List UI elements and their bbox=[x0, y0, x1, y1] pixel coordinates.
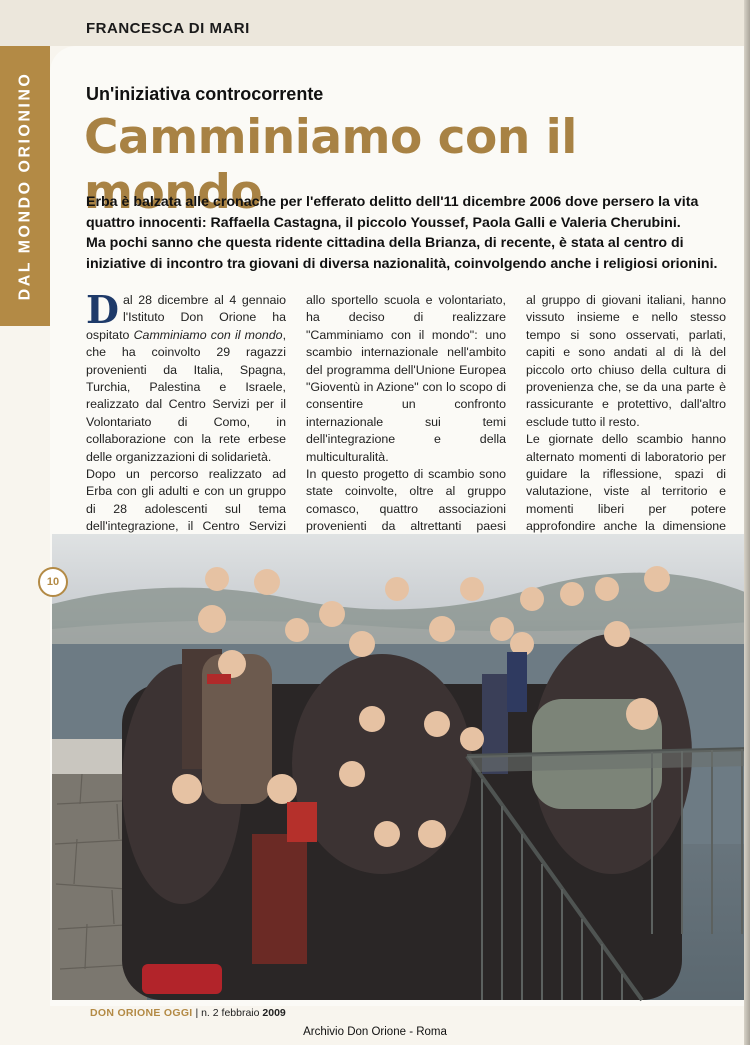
lead-paragraph-1: Erba è balzata alle cronache per l'efferato delitto dell'11 dicembre 2006 dove persero la vita quattro innocenti: Raffaella Castagna, il piccolo Youssef, Paola Galli e Valeria Cherubini. bbox=[86, 194, 699, 231]
drop-cap: D bbox=[86, 287, 119, 332]
lead-paragraph-2: Ma pochi sanno che questa ridente cittadina della Brianza, di recente, è stata al centro di iniziative di incontro tra giovani di diversa nazionalità, coinvolgendo anche i religiosi orionini. bbox=[86, 235, 718, 272]
issue-prefix: n. 2 febbraio bbox=[201, 1007, 263, 1019]
archive-caption: Archivio Don Orione - Roma bbox=[303, 1026, 447, 1038]
section-label bbox=[0, 46, 50, 326]
body-column-2 bbox=[306, 292, 506, 534]
issue-year: 2009 bbox=[262, 1007, 286, 1019]
group-photo bbox=[52, 534, 750, 1000]
body-text-italic: Camminiamo con il mondo bbox=[133, 327, 283, 342]
author-name: FRANCESCA DI MARI bbox=[86, 20, 250, 37]
footer-separator: | bbox=[195, 1007, 202, 1019]
section-label-text: DAL MONDO ORIONINO bbox=[16, 71, 34, 301]
body-paragraph: In questo progetto di scambio sono state coinvolte, oltre al gruppo comasco, quattro associazioni provenienti da altrettanti paesi bbox=[306, 467, 506, 534]
group-photo-illustration bbox=[52, 534, 750, 1000]
page-number: 10 bbox=[38, 567, 68, 597]
magazine-name: DON ORIONE OGGI bbox=[90, 1007, 193, 1019]
body-text: , che ha coinvolto 29 ragazzi provenienti da Italia, Spagna, Turchia, Palestina e Israele, realizzato dal Centro Servizi per il Volontariato di Como, in collaborazione con la rete erbese delle organizzazioni di solidarietà. bbox=[86, 327, 287, 464]
issue-info bbox=[201, 1007, 286, 1019]
article-lead bbox=[86, 192, 726, 274]
body-paragraph: allo sportello scuola e volontariato, ha deciso di realizzare "Camminiamo con il mondo": uno scambio internazionale nell'ambito del programma dell'Unione Europea "Gioventù in Azione" con lo scopo di consentire un confronto internazionale sui temi dell'integrazione e della multiculturalità. bbox=[306, 293, 506, 464]
body-column-3 bbox=[526, 292, 726, 534]
body-paragraph: al gruppo di giovani italiani, hanno vissuto insieme e nello stesso tempo si sono osservati, parlati, capiti e sono andati al di là del piccolo orto chiuso della cultura di provenienza che, se da una parte è rassicurante e protettivo, dall'altro esclude tutto il resto. bbox=[526, 293, 726, 429]
article-title: Camminiamo con il mondo bbox=[84, 110, 577, 220]
article-body bbox=[86, 287, 726, 534]
body-paragraph: Dopo un percorso realizzato ad Erba con gli adulti e con un gruppo di 28 adolescenti sul tema dell'integrazione, il Centro Servizi bbox=[86, 467, 286, 534]
body-text: al 28 dicembre al 4 gennaio l'Istituto Don Orione ha ospitato bbox=[86, 293, 286, 342]
article-kicker: Un'iniziativa controcorrente bbox=[86, 84, 324, 104]
body-column-1 bbox=[86, 287, 287, 534]
body-paragraph bbox=[86, 287, 287, 466]
page-edge bbox=[744, 0, 750, 1045]
body-paragraph: Le giornate dello scambio hanno alternato momenti di laboratorio per guidare la riflessione, spazi di valutazione, viste al territorio e momenti liberi per potere approfondire anche la dimensione bbox=[526, 432, 726, 534]
page-footer bbox=[90, 1007, 286, 1019]
